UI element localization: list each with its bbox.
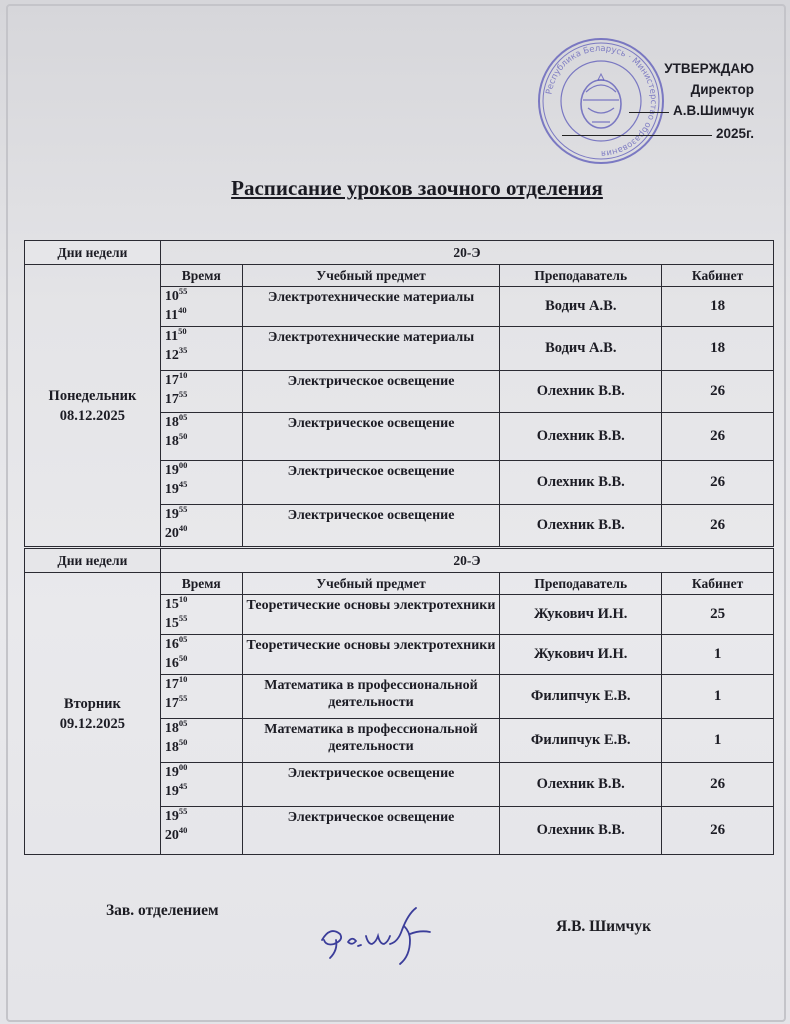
header-time: Время (160, 265, 242, 287)
lesson-time (160, 763, 242, 807)
start-minute: 10 (178, 674, 188, 684)
lesson-teacher: Жукович И.Н. (500, 635, 662, 675)
day-date: 09.12.2025 (59, 715, 126, 732)
end-hour: 16 (164, 656, 179, 671)
signature (312, 896, 446, 970)
lesson-room: 26 (662, 371, 774, 413)
header-teacher: Преподаватель (500, 265, 662, 287)
end-minute: 35 (178, 345, 188, 355)
start-minute: 05 (178, 718, 188, 728)
start-hour: 15 (164, 597, 179, 612)
lesson-room: 26 (662, 413, 774, 461)
lesson-teacher: Олехник В.В. (500, 505, 662, 547)
day-cell (25, 573, 161, 855)
start-minute: 05 (178, 412, 188, 422)
start-minute: 10 (178, 370, 188, 380)
start-minute: 10 (178, 594, 188, 604)
header-subject: Учебный предмет (242, 573, 500, 595)
end-minute: 40 (178, 305, 187, 315)
start-minute: 05 (178, 634, 188, 644)
end-hour: 17 (164, 392, 179, 407)
approval-block (562, 58, 754, 144)
header-day-column: Дни недели (25, 241, 161, 265)
lesson-time (160, 461, 242, 505)
lesson-subject: Электрическое освещение (242, 763, 500, 807)
lesson-time (160, 635, 242, 675)
start-hour: 19 (164, 765, 179, 780)
lesson-subject: Электрическое освещение (242, 461, 500, 505)
header-subject: Учебный предмет (242, 265, 500, 287)
lesson-time (160, 505, 242, 547)
approval-year (562, 123, 754, 144)
approval-position: Директор (690, 82, 754, 97)
end-minute: 50 (178, 737, 188, 747)
approval-name (562, 100, 754, 121)
lesson-teacher: Филипчук Е.В. (500, 675, 662, 719)
header-room: Кабинет (662, 265, 774, 287)
lesson-time (160, 595, 242, 635)
start-hour: 18 (164, 415, 179, 430)
lesson-room: 18 (662, 327, 774, 371)
end-minute: 45 (178, 781, 188, 791)
end-minute: 50 (178, 431, 188, 441)
lesson-room: 1 (662, 719, 774, 763)
lesson-teacher: Водич А.В. (500, 287, 662, 327)
lesson-subject: Электротехнические материалы (242, 327, 500, 371)
start-minute: 50 (178, 326, 187, 336)
lesson-subject: Теоретические основы электротехники (242, 595, 500, 635)
end-hour: 11 (164, 308, 179, 323)
end-hour: 18 (164, 740, 179, 755)
lesson-time (160, 719, 242, 763)
end-minute: 55 (178, 389, 188, 399)
lesson-subject: Электротехнические материалы (242, 287, 500, 327)
approval-signature-line (629, 112, 669, 113)
lesson-room: 1 (662, 675, 774, 719)
end-hour: 19 (164, 482, 179, 497)
start-minute: 55 (178, 504, 188, 514)
end-hour: 15 (164, 616, 179, 631)
start-minute: 00 (178, 762, 188, 772)
page-title: Расписание уроков заочного отделения (231, 176, 603, 200)
lesson-room: 1 (662, 635, 774, 675)
schedule-table-monday (24, 240, 774, 547)
lesson-subject: Теоретические основы электротехники (242, 635, 500, 675)
header-room: Кабинет (662, 573, 774, 595)
end-minute: 40 (178, 523, 188, 533)
lesson-teacher: Олехник В.В. (500, 807, 662, 855)
start-minute: 00 (178, 460, 188, 470)
approval-year-text: 2025г. (715, 126, 754, 141)
lesson-room: 25 (662, 595, 774, 635)
stamp-ring-text: Республика Беларусь · Министерство образования (544, 43, 659, 159)
lesson-time (160, 675, 242, 719)
lesson-subject: Электрическое освещение (242, 413, 500, 461)
lesson-time (160, 371, 242, 413)
lesson-subject: Математика в профессиональной деятельности (242, 719, 500, 763)
end-minute: 55 (178, 693, 188, 703)
start-hour: 10 (164, 289, 179, 304)
lesson-room: 26 (662, 763, 774, 807)
lesson-subject: Электрическое освещение (242, 807, 500, 855)
header-group: 20-Э (160, 241, 773, 265)
start-hour: 19 (164, 809, 179, 824)
lesson-time (160, 287, 242, 327)
end-minute: 50 (178, 653, 188, 663)
day-date: 08.12.2025 (59, 407, 126, 424)
lesson-teacher: Жукович И.Н. (500, 595, 662, 635)
lesson-subject: Электрическое освещение (242, 505, 500, 547)
end-hour: 18 (164, 434, 179, 449)
lesson-time (160, 413, 242, 461)
lesson-subject: Электрическое освещение (242, 371, 500, 413)
header-time: Время (160, 573, 242, 595)
end-hour: 20 (164, 828, 179, 843)
day-name: Вторник (63, 695, 121, 712)
lesson-teacher: Олехник В.В. (500, 763, 662, 807)
footer-name: Я.В. Шимчук (556, 918, 652, 935)
approval-date-line (562, 135, 712, 136)
end-hour: 20 (164, 526, 179, 541)
lesson-room: 18 (662, 287, 774, 327)
schedule-table-tuesday (24, 548, 774, 855)
lesson-teacher: Водич А.В. (500, 327, 662, 371)
lesson-room: 26 (662, 807, 774, 855)
lesson-teacher: Олехник В.В. (500, 461, 662, 505)
approval-name-text: А.В.Шимчук (673, 103, 754, 118)
header-day-column: Дни недели (25, 549, 161, 573)
lesson-room: 26 (662, 505, 774, 547)
lesson-subject: Математика в профессиональной деятельности (242, 675, 500, 719)
start-hour: 18 (164, 721, 179, 736)
day-name: Понедельник (48, 387, 137, 404)
start-hour: 17 (164, 373, 179, 388)
start-hour: 11 (164, 329, 179, 344)
end-minute: 40 (178, 825, 188, 835)
start-minute: 55 (178, 286, 188, 296)
lesson-time (160, 327, 242, 371)
approval-title: УТВЕРЖДАЮ (664, 61, 754, 76)
end-minute: 55 (178, 613, 188, 623)
start-hour: 19 (164, 463, 179, 478)
lesson-room: 26 (662, 461, 774, 505)
day-cell (25, 265, 161, 547)
end-hour: 12 (164, 348, 179, 363)
header-teacher: Преподаватель (500, 573, 662, 595)
lesson-teacher: Олехник В.В. (500, 371, 662, 413)
lesson-teacher: Филипчук Е.В. (500, 719, 662, 763)
start-hour: 17 (164, 677, 179, 692)
start-minute: 55 (178, 806, 188, 816)
lesson-time (160, 807, 242, 855)
end-hour: 17 (164, 696, 179, 711)
lesson-teacher: Олехник В.В. (500, 413, 662, 461)
end-minute: 45 (178, 479, 188, 489)
footer-position: Зав. отделением (106, 902, 219, 919)
header-group: 20-Э (160, 549, 773, 573)
start-hour: 16 (164, 637, 179, 652)
end-hour: 19 (164, 784, 179, 799)
start-hour: 19 (164, 507, 179, 522)
